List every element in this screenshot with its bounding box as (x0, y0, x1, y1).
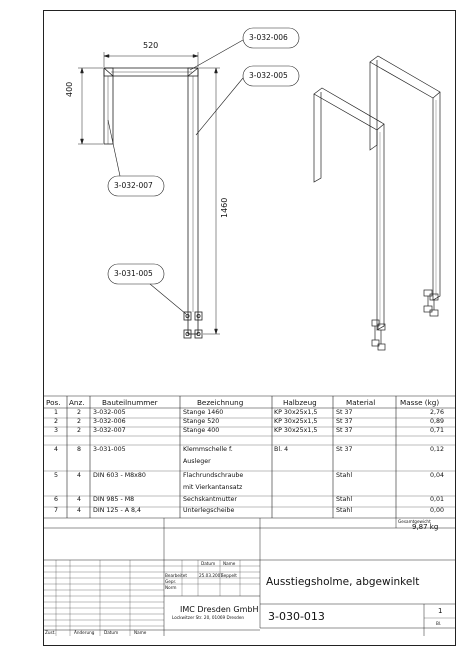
bom-cell-bez: Klemmschelle f. (183, 446, 233, 453)
bom-cell-pos: 6 (54, 496, 59, 503)
bar-400 (104, 68, 113, 144)
sheet-number: 1 (438, 607, 443, 615)
col-datum: Datum (201, 561, 216, 566)
row-bearbeitet: Bearbeitet (165, 573, 187, 578)
sheets-label: Bl. (436, 621, 442, 626)
footer-datum: Datum (104, 630, 119, 635)
dimension-400: 400 (65, 81, 74, 97)
footer-aenderung: Änderung (74, 630, 95, 635)
bom-cell-halb: Bl. 4 (274, 446, 289, 453)
bom-cell-anz: 8 (77, 446, 82, 453)
bom-cell-nr: DIN 603 - M8x80 (93, 472, 146, 479)
bom-cell-nr: 3-032-006 (93, 418, 126, 425)
bom-cell-bez: Unterlegscheibe (183, 507, 235, 514)
drawing-number: 3-030-013 (268, 610, 325, 623)
bom-header-nummer: Bauteilnummer (102, 398, 158, 407)
balloon-label: 3-032-007 (114, 181, 153, 190)
bom-cell-mat: St 37 (336, 427, 353, 434)
bom-cell-mat: St 37 (336, 418, 353, 425)
footer-zust: Zust. (45, 630, 56, 635)
bom-cell-anz: 4 (77, 472, 82, 479)
bom-cell-nr: 3-031-005 (93, 446, 126, 453)
bom-cell-anz: 4 (77, 507, 82, 514)
clamp (195, 312, 202, 320)
isometric-view (314, 56, 440, 350)
bom-cell-bez2: mit Vierkantansatz (183, 484, 243, 491)
bom-cell-mat: St 37 (336, 409, 353, 416)
bom-cell-pos: 2 (54, 418, 59, 425)
balloon-label: 3-031-005 (114, 269, 153, 278)
bom-header-pos: Pos. (46, 398, 61, 407)
bom-cell-anz: 4 (77, 496, 82, 503)
bom-cell-mat: Stahl (336, 472, 353, 479)
row-geprueft: Gepr. (165, 579, 177, 584)
bom-cell-bez2: Ausleger (183, 458, 211, 465)
bom-header-halbzeug: Halbzeug (283, 398, 317, 407)
bom-header-bezeichnung: Bezeichnung (197, 398, 244, 407)
bom-cell-bez: Stange 520 (183, 418, 220, 425)
bom-cell-pos: 7 (54, 507, 59, 514)
total-value: 9,87 kg (412, 523, 439, 531)
bom-header-anz: Anz. (69, 398, 85, 407)
bom-cell-masse: 0,89 (430, 418, 445, 425)
bom-cell-bez: Sechskantmutter (183, 496, 237, 503)
col-name: Name (223, 561, 236, 566)
bom-cell-masse: 0,12 (430, 446, 445, 453)
bom-cell-bez: Flachrundschraube (183, 472, 244, 479)
row-norm: Norm (165, 585, 177, 590)
bom-cell-pos: 4 (54, 446, 59, 453)
bom-cell-anz: 2 (77, 409, 82, 416)
dimension-lines (78, 52, 220, 334)
bom-cell-mat: Stahl (336, 507, 353, 514)
bom-cell-masse: 2,76 (430, 409, 445, 416)
bom-cell-halb: KP 30x25x1,5 (274, 418, 318, 425)
bom-cell-anz: 2 (77, 427, 82, 434)
bom-cell-halb: KP 30x25x1,5 (274, 409, 318, 416)
footer-name: Name (134, 630, 147, 635)
bom-cell-nr: DIN 125 - A 8,4 (93, 507, 142, 514)
bearbeitet-name: Seppelt (221, 573, 237, 578)
bom-cell-nr: 3-032-005 (93, 409, 126, 416)
bom-cell-masse: 0,71 (430, 427, 445, 434)
side-view (104, 68, 202, 338)
bom-cell-nr: DIN 985 - M8 (93, 496, 135, 503)
bom-cell-halb: KP 30x25x1,5 (274, 427, 318, 434)
bom-cell-masse: 0,04 (430, 472, 445, 479)
bom-cell-masse: 0,01 (430, 496, 445, 503)
total-label: Gesamtgewicht (398, 519, 431, 524)
bom-header-masse: Masse (kg) (400, 398, 440, 407)
balloon-label: 3-032-006 (249, 33, 288, 42)
bom-cell-anz: 2 (77, 418, 82, 425)
bom-cell-mat: Stahl (336, 496, 353, 503)
bom-header-material: Material (346, 398, 376, 407)
drawing-title: Ausstiegsholme, abgewinkelt (266, 576, 420, 588)
bom-cell-pos: 5 (54, 472, 59, 479)
bom-cell-masse: 0,00 (430, 507, 445, 514)
balloon-label: 3-032-005 (249, 71, 288, 80)
bom-cell-pos: 1 (54, 409, 59, 416)
bearbeitet-datum: 25.03.2007 (199, 573, 223, 578)
dimension-1460: 1460 (220, 197, 229, 218)
bom-cell-pos: 3 (54, 427, 59, 434)
bom-cell-mat: St 37 (336, 446, 353, 453)
bom-cell-bez: Stange 1460 (183, 409, 224, 416)
dimension-520: 520 (143, 41, 159, 50)
bom-cell-nr: 3-032-007 (93, 427, 126, 434)
bom-cell-bez: Stange 400 (183, 427, 220, 434)
company-address: Lockwitzer Str. 20, 01069 Dresden (172, 615, 245, 620)
company-name: IMC Dresden GmbH (180, 605, 259, 614)
